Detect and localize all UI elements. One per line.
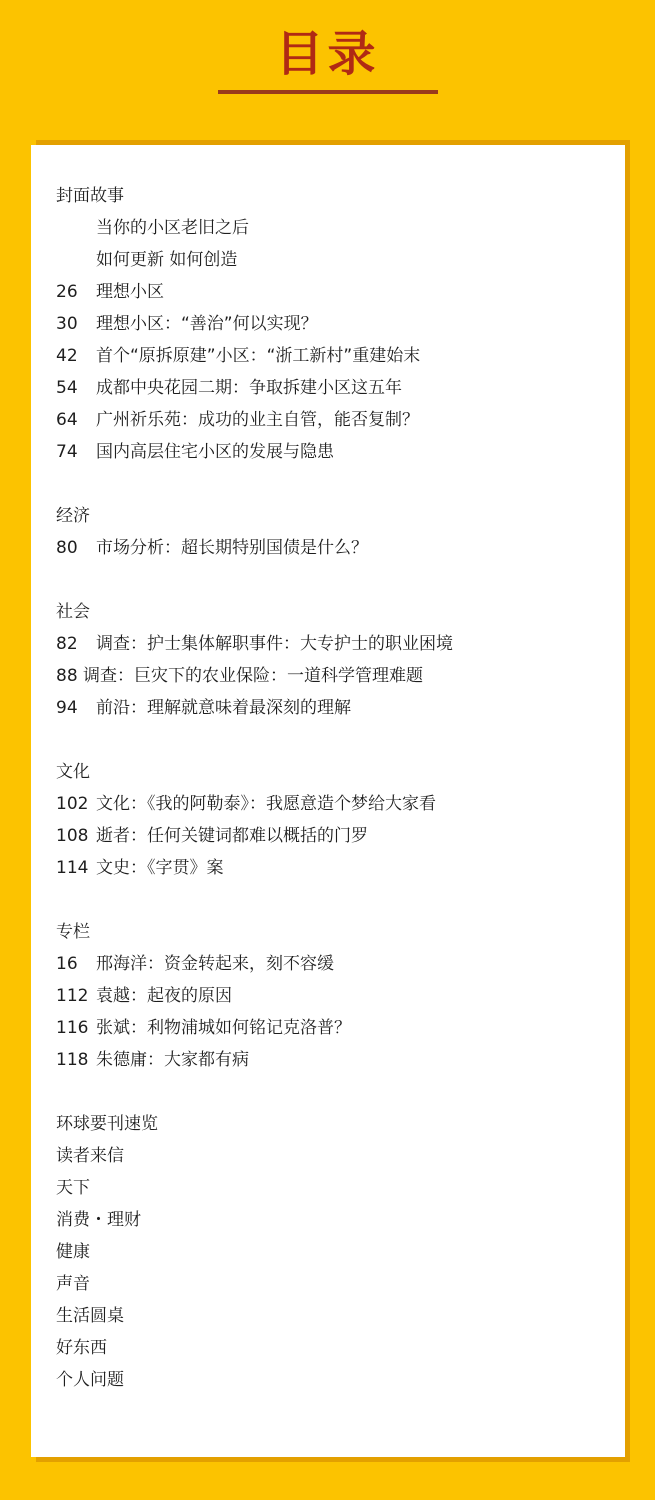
toc-entry-title: 成都中央花园二期：争取拆建小区这五年 [96, 378, 402, 398]
department-item[interactable]: 健康 [56, 1242, 90, 1262]
toc-entry[interactable] [56, 308, 318, 340]
toc-page-number: 114 [56, 858, 89, 878]
toc-entry[interactable] [56, 276, 164, 308]
toc-entry-title: 邢海洋：资金转起来，刻不容缓 [96, 954, 334, 974]
toc-page-number: 42 [56, 346, 78, 366]
toc-entry[interactable] [56, 340, 420, 372]
section-heading: 封面故事 [56, 186, 124, 206]
toc-entry-title: 国内高层住宅小区的发展与隐患 [96, 442, 334, 462]
department-item[interactable]: 声音 [56, 1274, 90, 1294]
section-heading: 专栏 [56, 922, 90, 942]
department-item[interactable]: 个人问题 [56, 1370, 124, 1390]
section-heading: 文化 [56, 762, 90, 782]
toc-entry-title: 广州祈乐苑：成功的业主自管，能否复制？ [96, 410, 419, 430]
toc-entry[interactable] [56, 1044, 249, 1076]
toc-entry[interactable] [56, 788, 436, 820]
toc-entry[interactable] [56, 532, 368, 564]
toc-entry[interactable] [56, 692, 351, 724]
department-item[interactable]: 天下 [56, 1178, 90, 1198]
toc-entry-title: 调查：巨灾下的农业保险：一道科学管理难题 [83, 666, 424, 686]
toc-entry[interactable] [56, 660, 423, 692]
toc-entry-title: 袁越：起夜的原因 [96, 986, 232, 1006]
toc-entry-title: 市场分析：超长期特别国债是什么？ [96, 538, 368, 558]
toc-entry[interactable] [56, 820, 368, 852]
toc-entry-title: 文化：《我的阿勒泰》：我愿意造个梦给大家看 [96, 794, 436, 814]
section-heading: 社会 [56, 602, 90, 622]
toc-entry[interactable] [56, 436, 334, 468]
toc-entry[interactable] [56, 1012, 351, 1044]
department-item[interactable]: 消费・理财 [56, 1210, 141, 1230]
toc-page-number: 108 [56, 826, 89, 846]
toc-entry[interactable] [56, 628, 453, 660]
toc-page-number: 112 [56, 986, 89, 1006]
toc-entry-title: 张斌：利物浦城如何铭记克洛普？ [96, 1018, 351, 1038]
toc-entry[interactable] [56, 852, 224, 884]
toc-page-number: 118 [56, 1050, 89, 1070]
toc-page-number: 26 [56, 282, 78, 302]
toc-entry-title: 朱德庸：大家都有病 [96, 1050, 249, 1070]
toc-page-number: 30 [56, 314, 78, 334]
toc-entry[interactable] [56, 372, 402, 404]
toc-entry-title: 文史：《字贯》案 [96, 858, 224, 878]
department-item[interactable]: 好东西 [56, 1338, 107, 1358]
toc-page-number: 74 [56, 442, 78, 462]
toc-entry[interactable] [56, 980, 232, 1012]
toc-entry[interactable] [56, 948, 334, 980]
toc-page-number: 54 [56, 378, 78, 398]
toc-page-number: 116 [56, 1018, 89, 1038]
title-underline [218, 90, 438, 94]
toc-entry-title: 理想小区：“善治”何以实现？ [96, 314, 318, 334]
toc-page-number: 94 [56, 698, 78, 718]
section-heading: 经济 [56, 506, 90, 526]
toc-page-number: 88 [56, 666, 78, 686]
department-item[interactable]: 生活圆桌 [56, 1306, 124, 1326]
toc-entry-title: 调查：护士集体解职事件：大专护士的职业困境 [96, 634, 453, 654]
department-item[interactable]: 读者来信 [56, 1146, 124, 1166]
toc-entry-title: 理想小区 [96, 282, 164, 302]
toc-page-number: 64 [56, 410, 78, 430]
toc-entry[interactable] [56, 404, 419, 436]
page-title: 目录 [275, 26, 380, 82]
toc-page-number: 102 [56, 794, 89, 814]
toc-page-number: 16 [56, 954, 78, 974]
toc-page-number: 80 [56, 538, 78, 558]
department-item[interactable]: 环球要刊速览 [56, 1114, 158, 1134]
toc-entry-title: 逝者：任何关键词都难以概括的门罗 [96, 826, 368, 846]
toc-entry-title: 首个“原拆原建”小区：“浙工新村”重建始末 [96, 346, 421, 366]
toc-page-number: 82 [56, 634, 78, 654]
subheading: 当你的小区老旧之后 [96, 218, 249, 238]
toc-entry-title: 前沿：理解就意味着最深刻的理解 [96, 698, 351, 718]
subheading: 如何更新 如何创造 [96, 250, 238, 270]
